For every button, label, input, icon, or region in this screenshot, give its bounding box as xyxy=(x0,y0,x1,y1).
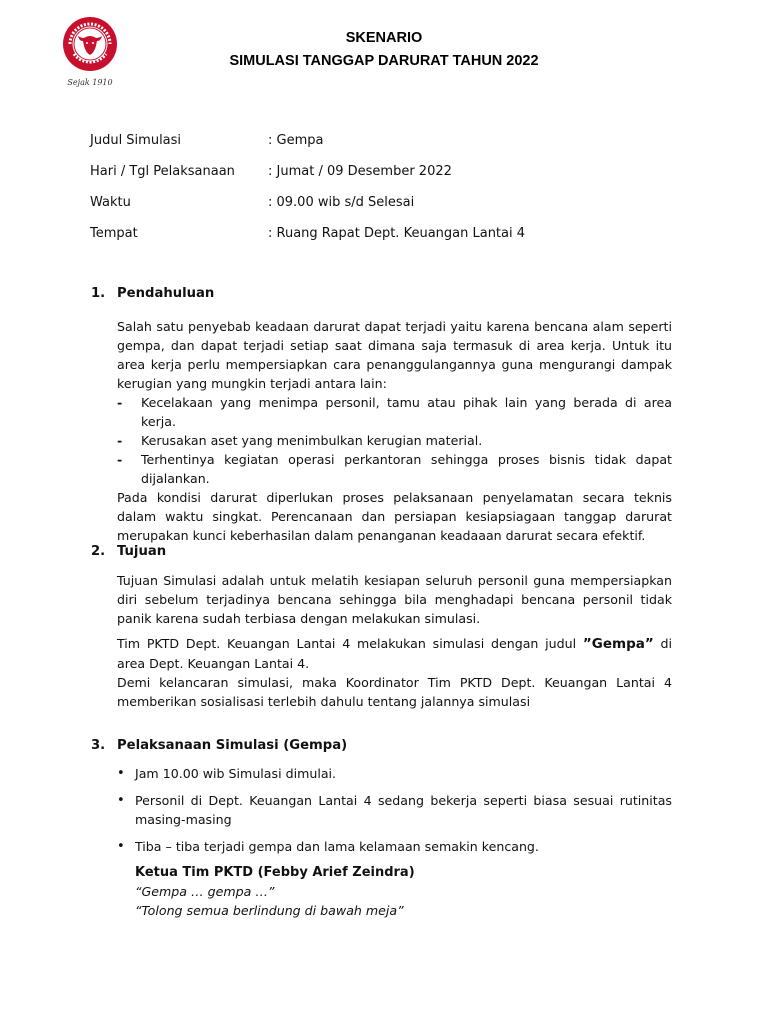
section-number: 1. xyxy=(91,286,106,301)
bullet-marker: • xyxy=(117,766,125,781)
dialogue-line: “Tolong semua berlindung di bawah meja” xyxy=(135,903,404,918)
list-item-text: Jam 10.00 wib Simulasi dimulai. xyxy=(135,766,337,781)
quote-mark: ” xyxy=(582,636,592,652)
list-item xyxy=(117,837,672,856)
list-item-text: Kecelakaan yang menimpa personil, tamu atau pihak lain yang berada di area kerja. xyxy=(141,395,672,429)
list-item xyxy=(117,764,672,783)
list-item xyxy=(117,393,672,431)
text-run: di area Dept. Keuangan Lantai 4. xyxy=(117,636,672,671)
document-subtitle: SIMULASI TANGGAP DARURAT TAHUN 2022 xyxy=(229,53,539,69)
bullet-list xyxy=(117,764,672,856)
section-heading-pelaksanaan xyxy=(91,738,347,753)
dialogue-block xyxy=(135,863,415,920)
quote-mark: ” xyxy=(644,636,654,652)
bullet-marker: • xyxy=(117,793,125,808)
bullet-marker: • xyxy=(117,839,125,854)
info-value: : Ruang Rapat Dept. Keuangan Lantai 4 xyxy=(268,226,526,241)
dash-marker: - xyxy=(117,452,123,467)
section-title: Tujuan xyxy=(117,544,167,559)
dash-marker: - xyxy=(117,433,123,448)
list-item-text: Personil di Dept. Keuangan Lantai 4 sedang bekerja seperti biasa sesuai rutinitas masing-masing xyxy=(135,793,672,827)
info-value: : 09.00 wib s/d Selesai xyxy=(268,195,415,210)
info-value: : Jumat / 09 Desember 2022 xyxy=(268,164,452,179)
list-item xyxy=(117,450,672,488)
section-title: Pendahuluan xyxy=(117,286,215,301)
info-label: Hari / Tgl Pelaksanaan xyxy=(90,164,235,179)
info-label: Judul Simulasi xyxy=(90,133,182,148)
logo-motto: Sejak 1910 xyxy=(67,78,113,87)
list-item-text: Kerusakan aset yang menimbulkan kerugian material. xyxy=(141,433,483,448)
section-heading-pendahuluan xyxy=(91,286,214,301)
paragraph xyxy=(117,634,672,673)
list-item-text: Terhentinya kegiatan operasi perkantoran sehingga proses bisnis tidak dapat dijalankan. xyxy=(141,452,672,486)
document-title: SKENARIO xyxy=(345,30,423,46)
info-label: Waktu xyxy=(90,195,131,210)
dialogue-line: “Gempa … gempa …” xyxy=(135,884,275,899)
paragraph: Pada kondisi darurat diperlukan proses pelaksanaan penyelamatan secara teknis dalam waktu singkat. Perencanaan dan persiapan kesiapsiagaan tanggap darurat merupakan kunci keberhasilan dalam penanganan keadaaan darurat secara efektif. xyxy=(117,490,672,543)
section-number: 2. xyxy=(91,544,106,559)
dash-list xyxy=(117,393,672,488)
list-item xyxy=(117,791,672,829)
list-item-text: Tiba – tiba terjadi gempa dan lama kelamaan semakin kencang. xyxy=(135,839,539,854)
info-label: Tempat xyxy=(90,226,138,241)
speaker-name: Ketua Tim PKTD (Febby Arief Zeindra) xyxy=(135,865,415,880)
section-title: Pelaksanaan Simulasi (Gempa) xyxy=(117,738,348,753)
list-item xyxy=(117,431,672,450)
paragraph: Tujuan Simulasi adalah untuk melatih kesiapan seluruh personil guna mempersiapkan diri sebelum terjadinya bencana sehingga bila menghadapi bencana personil tidak panik karena sudah terbiasa dengan melakukan simulasi. xyxy=(117,573,672,626)
section-heading-tujuan xyxy=(91,544,166,559)
section-body-pendahuluan xyxy=(117,317,672,545)
section-number: 3. xyxy=(91,738,106,753)
dash-marker: - xyxy=(117,395,123,410)
emphasis-text: Gempa xyxy=(591,636,645,652)
info-value: : Gempa xyxy=(268,133,324,148)
section-body-tujuan xyxy=(117,571,672,711)
paragraph: Salah satu penyebab keadaan darurat dapat terjadi yaitu karena bencana alam seperti gempa, dan dapat terjadi setiap saat dimana saja termasuk di area kerja. Untuk itu area kerja perlu mempersiapkan cara penanggulangannya guna mengurangi dampak kerugian yang mungkin terjadi antara lain: xyxy=(117,319,672,391)
text-run: Tim PKTD Dept. Keuangan Lantai 4 melakukan simulasi dengan judul xyxy=(117,636,583,651)
paragraph: Demi kelancaran simulasi, maka Koordinator Tim PKTD Dept. Keuangan Lantai 4 memberikan sosialisasi terlebih dahulu tentang jalannya simulasi xyxy=(117,675,672,709)
